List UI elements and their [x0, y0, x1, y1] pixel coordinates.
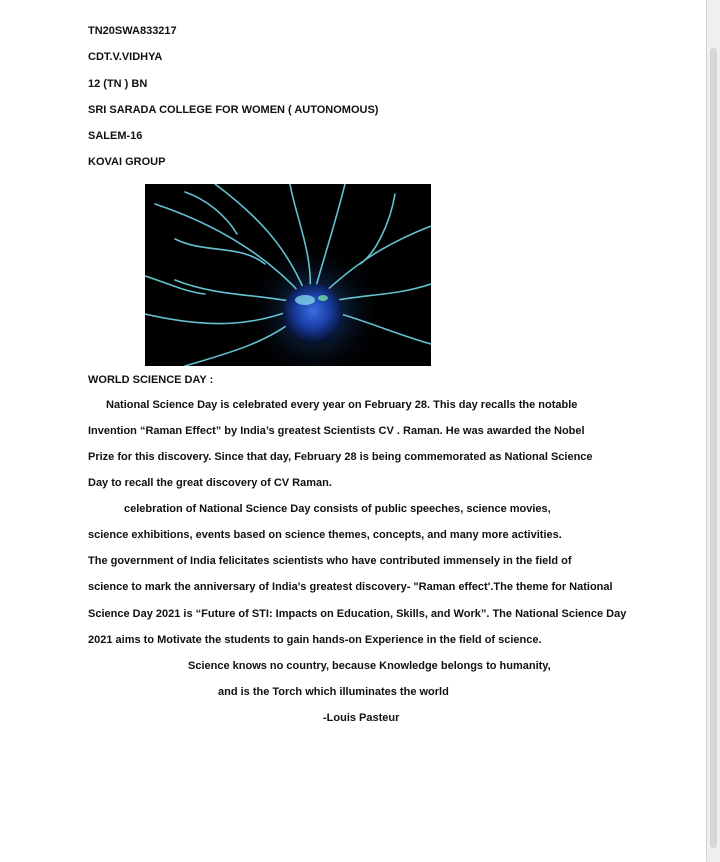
paragraph-line: Prize for this discovery. Since that day, February 28 is being commemorated as National Science: [88, 451, 593, 463]
vertical-scrollbar[interactable]: [707, 0, 720, 862]
city: SALEM-16: [88, 130, 143, 142]
paragraph-line: Invention “Raman Effect” by India’s greatest Scientists CV . Raman. He was awarded the Nobel: [88, 425, 585, 437]
battalion: 12 (TN ) BN: [88, 78, 148, 90]
paragraph-line: Day to recall the great discovery of CV Raman.: [88, 477, 332, 489]
plasma-ball-image: [145, 184, 431, 366]
cadet-id: TN20SWA833217: [88, 25, 177, 37]
scrollbar-thumb[interactable]: [710, 48, 717, 848]
quote-author: -Louis Pasteur: [323, 712, 400, 724]
section-heading: WORLD SCIENCE DAY :: [88, 374, 214, 386]
quote-line: Science knows no country, because Knowledge belongs to humanity,: [188, 660, 551, 672]
cadet-name: CDT.V.VIDHYA: [88, 51, 163, 63]
quote-line: and is the Torch which illuminates the world: [218, 686, 449, 698]
paragraph-line: The government of India felicitates scientists who have contributed immensely in the field of: [88, 555, 572, 567]
group-name: KOVAI GROUP: [88, 156, 166, 168]
paragraph-line: celebration of National Science Day consists of public speeches, science movies,: [124, 503, 551, 515]
paragraph-line: 2021 aims to Motivate the students to gain hands-on Experience in the field of science.: [88, 634, 542, 646]
paragraph-line: science exhibitions, events based on science themes, concepts, and many more activities.: [88, 529, 562, 541]
paragraph-line: National Science Day is celebrated every year on February 28. This day recalls the notable: [106, 399, 578, 411]
paragraph-line: science to mark the anniversary of India's greatest discovery- "Raman effect'.The theme for National: [88, 581, 613, 593]
paragraph-line: Science Day 2021 is “Future of STI: Impacts on Education, Skills, and Work”. The National Science Day: [88, 608, 627, 620]
college-name: SRI SARADA COLLEGE FOR WOMEN ( AUTONOMOUS): [88, 104, 379, 116]
